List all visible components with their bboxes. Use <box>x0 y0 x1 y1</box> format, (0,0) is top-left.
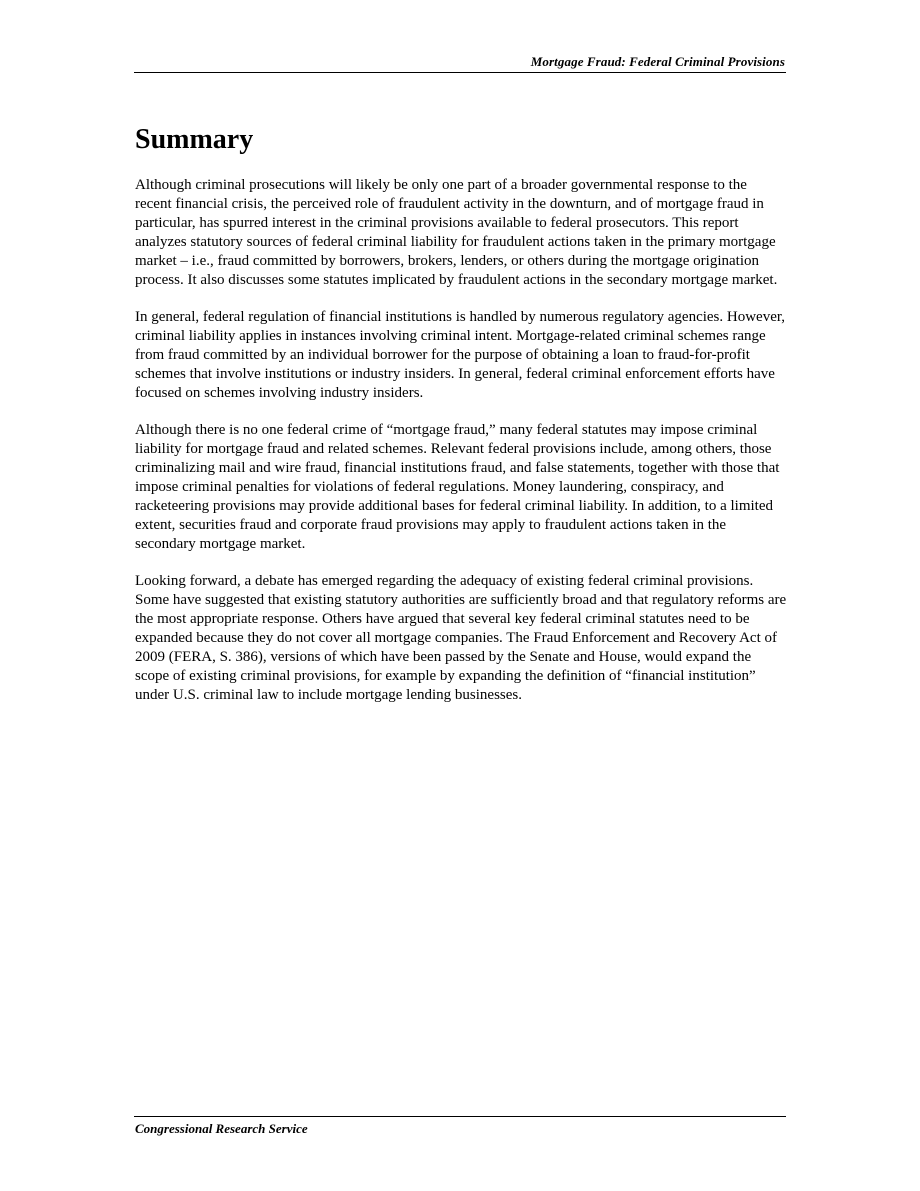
running-footer <box>134 1116 786 1141</box>
running-header-title: Mortgage Fraud: Federal Criminal Provisions <box>530 54 785 69</box>
summary-body <box>135 176 787 723</box>
summary-paragraph-4: Looking forward, a debate has emerged regarding the adequacy of existing federal criminal provisions. Some have suggested that existing statutory authorities are sufficiently broad and that regulatory reforms are the most appropriate response. Others have argued that several key federal criminal statutes need to be expanded because they do not cover all mortgage companies. The Fraud Enforcement and Recovery Act of 2009 (FERA, S. 386), versions of which have been passed by the Senate and House, would expand the scope of existing criminal provisions, for example by expanding the definition of “financial institution” under U.S. criminal law to include mortgage lending businesses. <box>135 573 787 703</box>
section-title: Summary <box>135 124 254 155</box>
summary-paragraph-3: Although there is no one federal crime of “mortgage fraud,” many federal statutes may impose criminal liability for mortgage fraud and related schemes. Relevant federal provisions include, among others, those criminalizing mail and wire fraud, financial institutions fraud, and false statements, together with those that impose criminal penalties for violations of federal regulations. Money laundering, conspiracy, and racketeering provisions may provide additional bases for federal criminal liability. In addition, to a limited extent, securities fraud and corporate fraud provisions may apply to fraudulent actions taken in the secondary mortgage market. <box>135 422 780 552</box>
running-header <box>134 52 786 73</box>
summary-paragraph-2: In general, federal regulation of financial institutions is handled by numerous regulatory agencies. However, criminal liability applies in instances involving criminal intent. Mortgage-related criminal schemes range from fraud committed by an individual borrower for the purpose of obtaining a loan to fraud-for-profit schemes that involve institutions or industry insiders. In general, federal criminal enforcement efforts have focused on schemes involving industry insiders. <box>135 309 786 401</box>
footer-publisher: Congressional Research Service <box>135 1121 308 1136</box>
summary-paragraph-1: Although criminal prosecutions will likely be only one part of a broader governmental response to the recent financial crisis, the perceived role of fraudulent activity in the downturn, and of mortgage fraud in particular, has spurred interest in the criminal provisions available to federal prosecutors. This report analyzes statutory sources of federal criminal liability for fraudulent actions taken in the primary mortgage market – i.e., fraud committed by borrowers, brokers, lenders, or others during the mortgage origination process. It also discusses some statutes implicated by fraudulent actions in the secondary mortgage market. <box>135 177 778 288</box>
